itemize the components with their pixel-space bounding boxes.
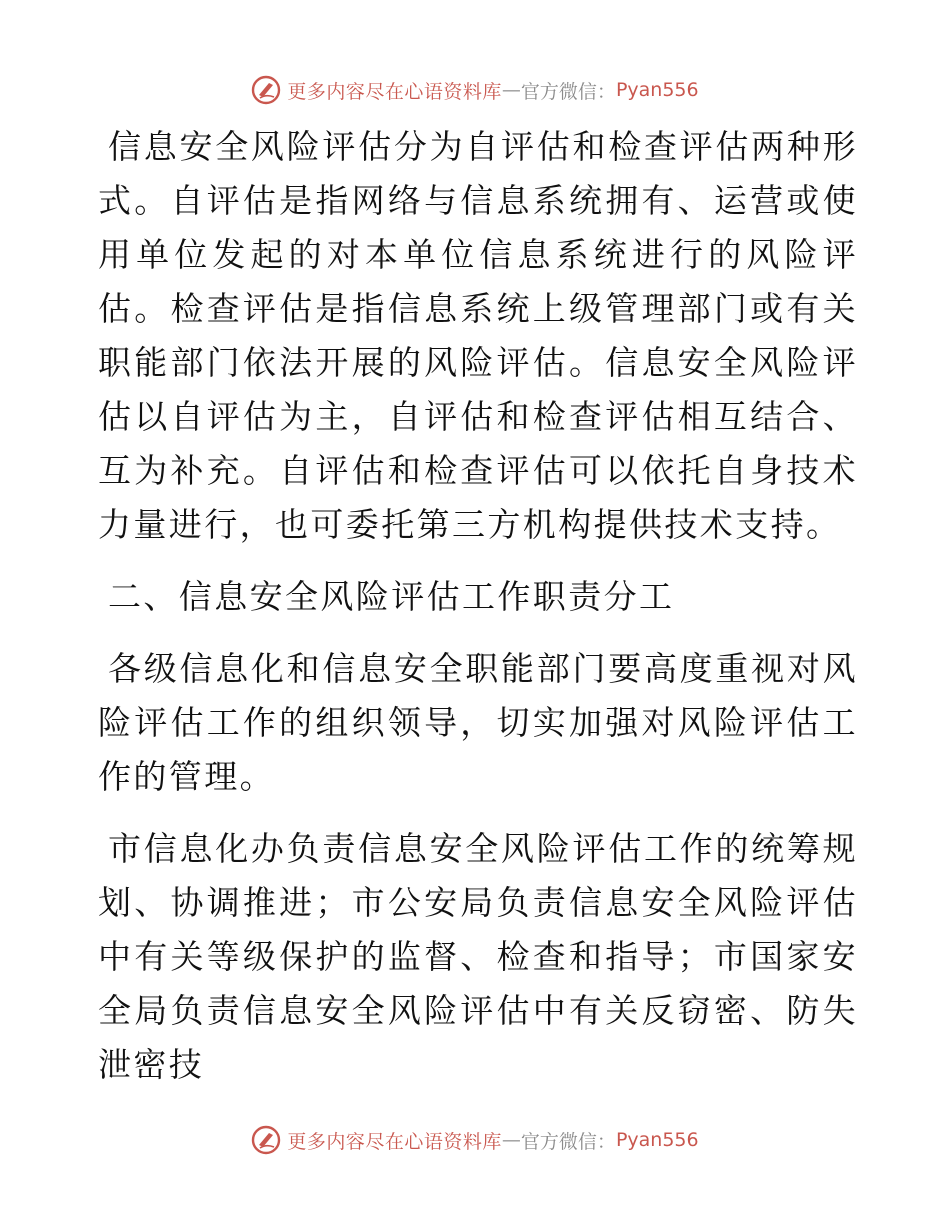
watermark-text: 更多内容尽在心语资料库: [287, 80, 502, 103]
watermark-separator: —: [501, 79, 521, 101]
watermark-handle: Pyan556: [615, 79, 699, 101]
document-body: [98, 120, 858, 1092]
logo-icon: [251, 1125, 281, 1155]
watermark-text: 更多内容尽在心语资料库: [287, 1130, 502, 1153]
watermark-handle: Pyan556: [615, 1129, 699, 1151]
section-heading: 二、信息安全风险评估工作职责分工: [108, 577, 675, 616]
footer-watermark: [0, 1120, 950, 1160]
paragraph-organization: 各级信息化和信息安全职能部门要高度重视对风险评估工作的组织领导，切实加强对风险评估工作的管理。: [98, 649, 858, 796]
header-watermark: [0, 70, 950, 110]
watermark-label: 官方微信：: [520, 1130, 616, 1153]
paragraph-assessment-forms: 信息安全风险评估分为自评估和检查评估两种形式。自评估是指网络与信息系统拥有、运营或使用单位发起的对本单位信息系统进行的风险评估。检查评估是指信息系统上级管理部门或有关职能部门依法开展的风险评估。信息安全风险评估以自评估为主，自评估和检查评估相互结合、互为补充。自评估和检查评估可以依托自身技术力量进行，也可委托第三方机构提供技术支持。: [98, 127, 858, 544]
watermark-label: 官方微信：: [520, 80, 616, 103]
paragraph-responsibilities: 市信息化办负责信息安全风险评估工作的统筹规划、协调推进；市公安局负责信息安全风险评估中有关等级保护的监督、检查和指导；市国家安全局负责信息安全风险评估中有关反窃密、防失泄密技: [98, 829, 858, 1084]
watermark-separator: —: [501, 1129, 521, 1151]
logo-icon: [251, 75, 281, 105]
